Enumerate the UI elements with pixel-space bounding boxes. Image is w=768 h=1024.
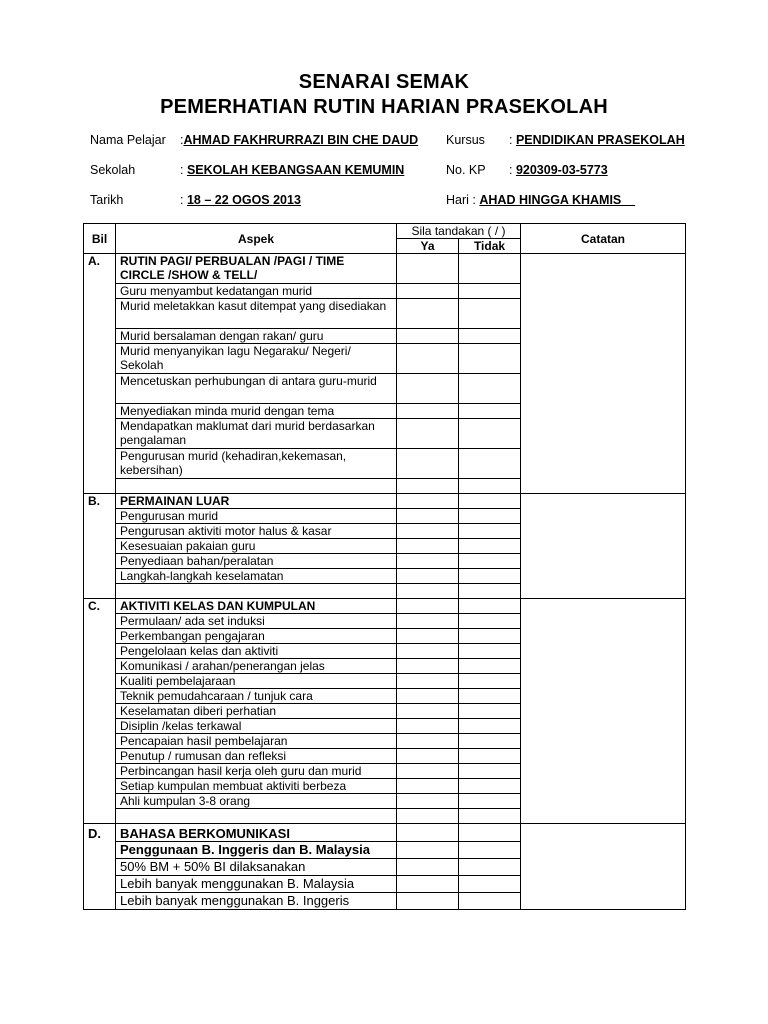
tidak-cell[interactable] [459,794,521,809]
tidak-cell[interactable] [459,704,521,719]
ya-cell[interactable] [397,876,459,893]
aspek-item: Kesesuaian pakaian guru [116,539,397,554]
tidak-cell[interactable] [459,629,521,644]
aspek-item: Kualiti pembelajaraan [116,674,397,689]
aspek-item: Langkah-langkah keselamatan [116,569,397,584]
tidak-cell[interactable] [459,893,521,910]
section-bil: B. [84,494,116,599]
ya-cell[interactable] [397,569,459,584]
ya-cell[interactable] [397,404,459,419]
section-heading: RUTIN PAGI/ PERBUALAN /PAGI / TIME CIRCLE /SHOW & TELL/ [116,254,397,284]
tidak-cell[interactable] [459,479,521,494]
section-heading: PERMAINAN LUAR [116,494,397,509]
header-bil: Bil [84,224,116,254]
kursus-value: PENDIDIKAN PRASEKOLAH [515,133,685,147]
ya-cell[interactable] [397,344,459,374]
tidak-cell[interactable] [459,374,521,404]
aspek-item: Mencetuskan perhubungan di antara guru-murid [116,374,397,404]
aspek-item: Disiplin /kelas terkawal [116,719,397,734]
section-bil: C. [84,599,116,824]
sekolah-value: SEKOLAH KEBANGSAAN KEMUMIN [186,163,405,177]
tidak-cell[interactable] [459,524,521,539]
hari-value: AHAD HINGGA KHAMIS [479,193,636,207]
aspek-item: Keselamatan diberi perhatian [116,704,397,719]
nama-label: Nama Pelajar [90,133,166,147]
tidak-cell[interactable] [459,674,521,689]
ya-cell[interactable] [397,674,459,689]
header-ya: Ya [397,239,459,254]
aspek-item: Lebih banyak menggunakan B. Inggeris [116,893,397,910]
aspek-item: Permulaan/ ada set induksi [116,614,397,629]
sekolah-field: : SEKOLAH KEBANGSAAN KEMUMIN [180,163,405,177]
aspek-item: Teknik pemudahcaraan / tunjuk cara [116,689,397,704]
header-tidak: Tidak [459,239,521,254]
aspek-item: Guru menyambut kedatangan murid [116,284,397,299]
aspek-item-empty [116,584,397,599]
checklist-body [84,254,686,910]
header-sila-tandakan: Sila tandakan ( / ) [397,224,521,239]
ya-cell[interactable] [397,599,459,614]
ya-cell[interactable] [397,299,459,329]
tarikh-field: : 18 – 22 OGOS 2013 [180,193,301,207]
tidak-cell[interactable] [459,644,521,659]
table-row [84,494,686,509]
ya-cell[interactable] [397,539,459,554]
ya-cell[interactable] [397,284,459,299]
section-bil: D. [84,824,116,910]
page-title: SENARAI SEMAK [298,71,470,93]
ya-cell[interactable] [397,419,459,449]
tidak-cell[interactable] [459,859,521,876]
tidak-cell[interactable] [459,614,521,629]
tidak-cell[interactable] [459,779,521,794]
tidak-cell[interactable] [459,419,521,449]
header-catatan: Catatan [521,224,686,254]
section-heading: BAHASA BERKOMUNIKASI [116,824,397,842]
tidak-cell[interactable] [459,284,521,299]
checklist-table [83,223,686,910]
nokp-field: : 920309-03-5773 [509,163,608,177]
tarikh-value: 18 – 22 OGOS 2013 [186,193,301,207]
tidak-cell[interactable] [459,329,521,344]
kursus-field: : PENDIDIKAN PRASEKOLAH [509,133,685,147]
nokp-value: 920309-03-5773 [515,163,608,177]
tidak-cell[interactable] [459,876,521,893]
aspek-item: Pengurusan murid (kehadiran,kekemasan, kebersihan) [116,449,397,479]
aspek-item-empty [116,479,397,494]
hari-field [446,192,635,208]
ya-cell[interactable] [397,859,459,876]
tidak-cell[interactable] [459,659,521,674]
section-subheading: Penggunaan B. Inggeris dan B. Malaysia [116,842,397,859]
ya-cell[interactable] [397,554,459,569]
ya-cell[interactable] [397,479,459,494]
tarikh-label: Tarikh [90,193,124,207]
aspek-item: Perbincangan hasil kerja oleh guru dan murid [116,764,397,779]
tidak-cell[interactable] [459,494,521,509]
aspek-item: Menyediakan minda murid dengan tema [116,404,397,419]
ya-cell[interactable] [397,734,459,749]
tidak-cell[interactable] [459,749,521,764]
aspek-item: Pengurusan murid [116,509,397,524]
tidak-cell[interactable] [459,842,521,859]
ya-cell[interactable] [397,779,459,794]
aspek-item: Murid meletakkan kasut ditempat yang disediakan [116,299,397,329]
aspek-item: Pengurusan aktiviti motor halus & kasar [116,524,397,539]
aspek-item: Lebih banyak menggunakan B. Malaysia [116,876,397,893]
ya-cell[interactable] [397,614,459,629]
ya-cell[interactable] [397,494,459,509]
aspek-item: Penyediaan bahan/peralatan [116,554,397,569]
aspek-item-empty [116,809,397,824]
tidak-cell[interactable] [459,689,521,704]
aspek-item: Penutup / rumusan dan refleksi [116,749,397,764]
aspek-item: Murid bersalaman dengan rakan/ guru [116,329,397,344]
section-bil: A. [84,254,116,494]
tidak-cell[interactable] [459,539,521,554]
tidak-cell[interactable] [459,299,521,329]
catatan-cell[interactable] [521,599,686,824]
aspek-item: Setiap kumpulan membuat aktiviti berbeza [116,779,397,794]
tidak-cell[interactable] [459,764,521,779]
ya-cell[interactable] [397,809,459,824]
section-heading: AKTIVITI KELAS DAN KUMPULAN [116,599,397,614]
table-row [84,599,686,614]
ya-cell[interactable] [397,524,459,539]
catatan-cell[interactable] [521,494,686,599]
tidak-cell[interactable] [459,554,521,569]
sekolah-label: Sekolah [90,163,136,177]
catatan-cell[interactable] [521,824,686,910]
ya-cell[interactable] [397,824,459,842]
ya-cell[interactable] [397,584,459,599]
tidak-cell[interactable] [459,584,521,599]
ya-cell[interactable] [397,794,459,809]
aspek-item: Mendapatkan maklumat dari murid berdasarkan pengalaman [116,419,397,449]
ya-cell[interactable] [397,509,459,524]
table-row [84,824,686,842]
tidak-cell[interactable] [459,509,521,524]
ya-cell[interactable] [397,893,459,910]
aspek-item: Komunikasi / arahan/penerangan jelas [116,659,397,674]
header-aspek: Aspek [116,224,397,254]
nama-value: AHMAD FAKHRURRAZI BIN CHE DAUD [183,133,419,147]
ya-cell[interactable] [397,374,459,404]
tidak-cell[interactable] [459,344,521,374]
nama-field: :AHMAD FAKHRURRAZI BIN CHE DAUD [180,133,419,147]
table-row [84,254,686,284]
ya-cell[interactable] [397,629,459,644]
aspek-item: Ahli kumpulan 3-8 orang [116,794,397,809]
aspek-item: 50% BM + 50% BI dilaksanakan [116,859,397,876]
ya-cell[interactable] [397,329,459,344]
ya-cell[interactable] [397,842,459,859]
ya-cell[interactable] [397,644,459,659]
nokp-label: No. KP [446,163,486,177]
ya-cell[interactable] [397,254,459,284]
catatan-cell[interactable] [521,254,686,494]
tidak-cell[interactable] [459,254,521,284]
ya-cell[interactable] [397,764,459,779]
aspek-item: Murid menyanyikan lagu Negaraku/ Negeri/ Sekolah [116,344,397,374]
aspek-item: Pencapaian hasil pembelajaran [116,734,397,749]
hari-label: Hari : [446,193,476,207]
tidak-cell[interactable] [459,809,521,824]
ya-cell[interactable] [397,719,459,734]
tidak-cell[interactable] [459,449,521,479]
tidak-cell[interactable] [459,719,521,734]
kursus-label: Kursus [446,133,485,147]
tidak-cell[interactable] [459,824,521,842]
ya-cell[interactable] [397,659,459,674]
page-subtitle: PEMERHATIAN RUTIN HARIAN PRASEKOLAH [160,96,608,118]
tidak-cell[interactable] [459,404,521,419]
ya-cell[interactable] [397,689,459,704]
tidak-cell[interactable] [459,599,521,614]
aspek-item: Pengelolaan kelas dan aktiviti [116,644,397,659]
tidak-cell[interactable] [459,734,521,749]
tidak-cell[interactable] [459,569,521,584]
ya-cell[interactable] [397,449,459,479]
ya-cell[interactable] [397,704,459,719]
aspek-item: Perkembangan pengajaran [116,629,397,644]
ya-cell[interactable] [397,749,459,764]
